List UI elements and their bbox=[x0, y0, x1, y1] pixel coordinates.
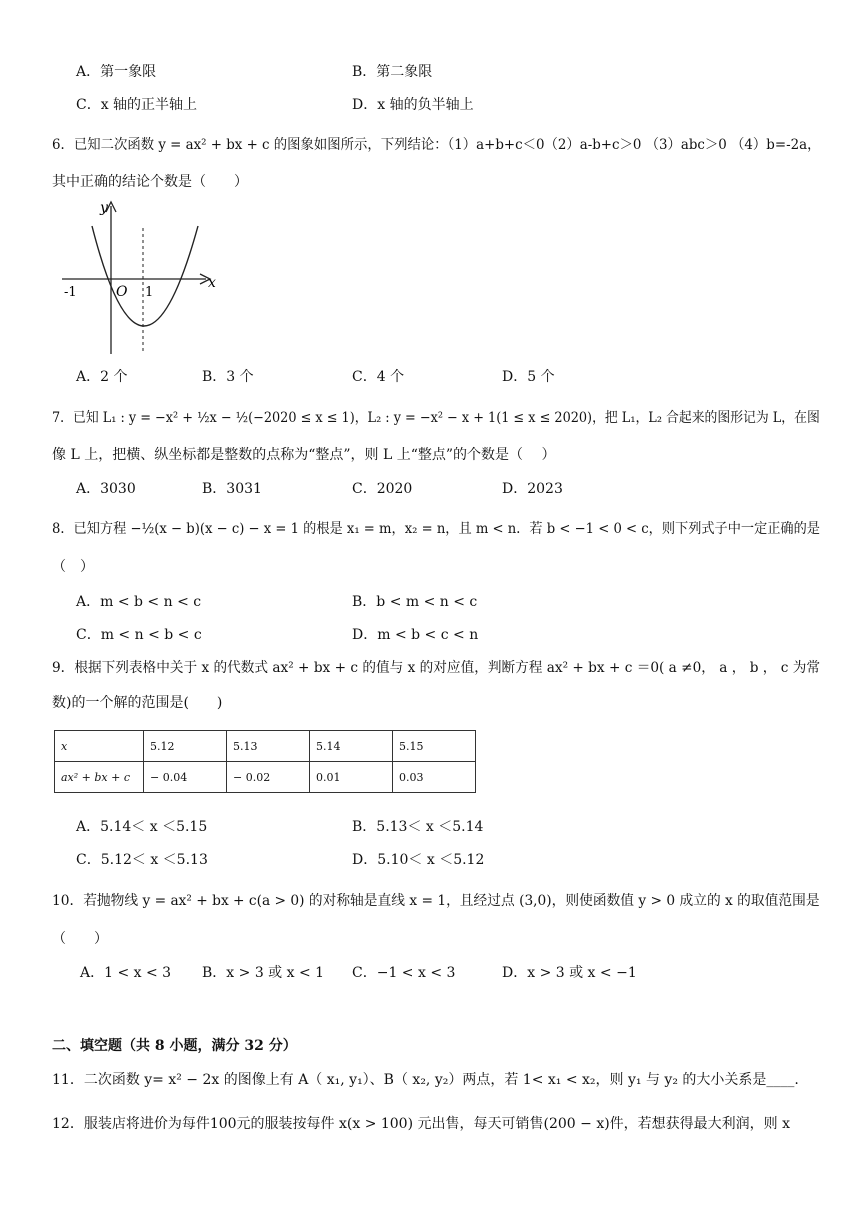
y-label: y bbox=[100, 200, 108, 216]
q7-option-c: C．2020 bbox=[352, 481, 413, 497]
table-cell: x bbox=[55, 731, 144, 762]
origin-label: O bbox=[116, 284, 128, 300]
q8-option-d: D．m < b < c < n bbox=[352, 627, 479, 643]
q5-option-d: D．x 轴的负半轴上 bbox=[352, 97, 474, 113]
q6-stem-line2: 其中正确的结论个数是（ ） bbox=[52, 174, 248, 190]
q6-stem-line1: 6．已知二次函数 y = ax² + bx + c 的图象如图所示，下列结论：（1）a+b+c＜0（2）a-b+c＞0 （3）abc＞0 （4）b=-2a， bbox=[52, 137, 821, 153]
table-cell: 0.03 bbox=[393, 762, 476, 793]
table-cell: 0.01 bbox=[310, 762, 393, 793]
q6-option-a: A．2 个 bbox=[76, 369, 128, 385]
q7-stem-line1: 7．已知 L₁ : y = −x² + ½x − ½(−2020 ≤ x ≤ 1)，L₂ : y = −x² − x + 1(1 ≤ x ≤ 2020)，把 L₁，L₂ 合起来的图形记为 L，在图 bbox=[52, 410, 820, 426]
parabola-curve bbox=[92, 226, 198, 326]
q10-option-b: B．x > 3 或 x < 1 bbox=[202, 965, 325, 981]
q5-option-a: A．第一象限 bbox=[76, 64, 157, 80]
table-cell: 5.12 bbox=[144, 731, 227, 762]
q6-option-d: D．5 个 bbox=[502, 369, 555, 385]
q6-option-b: B．3 个 bbox=[202, 369, 254, 385]
q7-option-d: D．2023 bbox=[502, 481, 563, 497]
q8-stem-line1: 8．已知方程 −½(x − b)(x − c) − x = 1 的根是 x₁ = m，x₂ = n，且 m < n．若 b < −1 < 0 < c，则下列式子中一定正确的是 bbox=[52, 521, 820, 537]
q9-option-b: B．5.13＜ x ＜5.14 bbox=[352, 819, 484, 835]
section-heading: 二、填空题（共 8 小题，满分 32 分） bbox=[52, 1038, 297, 1054]
table-cell: ax² + bx + c bbox=[55, 762, 144, 793]
q9-option-a: A．5.14＜ x ＜5.15 bbox=[76, 819, 208, 835]
q8-stem-line2: （ ） bbox=[52, 559, 94, 575]
q9-stem-line2: 数)的一个解的范围是( ) bbox=[52, 695, 223, 711]
q12-stem-line1: 12．服装店将进价为每件100元的服装按每件 x(x > 100) 元出售，每天可销售(200 − x)件，若想获得最大利润，则 x bbox=[52, 1116, 791, 1132]
table-cell: 5.13 bbox=[227, 731, 310, 762]
q8-option-c: C．m < n < b < c bbox=[76, 627, 202, 643]
q10-option-a: A．1 < x < 3 bbox=[80, 965, 172, 981]
table-row bbox=[55, 731, 476, 762]
q10-stem-line1: 10．若抛物线 y = ax² + bx + c(a > 0) 的对称轴是直线 x = 1，且经过点 (3,0)，则使函数值 y > 0 成立的 x 的取值范围是 bbox=[52, 893, 820, 909]
q10-option-c: C．−1 < x < 3 bbox=[352, 965, 456, 981]
q8-option-b: B．b < m < n < c bbox=[352, 594, 478, 610]
q10-stem-line2: （ ） bbox=[52, 931, 108, 947]
q7-option-b: B．3031 bbox=[202, 481, 262, 497]
q8-option-a: A．m < b < n < c bbox=[76, 594, 202, 610]
x-label: x bbox=[208, 275, 216, 291]
q9-option-d: D．5.10＜ x ＜5.12 bbox=[352, 852, 485, 868]
q7-stem-line2: 像 L 上，把横、纵坐标都是整数的点称为“整点”，则 L 上“整点”的个数是（ ） bbox=[52, 447, 556, 463]
tick-neg-one: -1 bbox=[64, 285, 77, 300]
table-cell: − 0.02 bbox=[227, 762, 310, 793]
q9-value-table bbox=[54, 730, 476, 793]
table-cell: − 0.04 bbox=[144, 762, 227, 793]
q9-option-c: C．5.12＜ x ＜5.13 bbox=[76, 852, 208, 868]
q5-option-c: C．x 轴的正半轴上 bbox=[76, 97, 198, 113]
table-cell: 5.15 bbox=[393, 731, 476, 762]
q7-option-a: A．3030 bbox=[76, 481, 136, 497]
q5-option-b: B．第二象限 bbox=[352, 64, 433, 80]
tick-pos-one: 1 bbox=[145, 285, 154, 300]
q9-stem-line1: 9．根据下列表格中关于 x 的代数式 ax² + bx + c 的值与 x 的对应值，判断方程 ax² + bx + c ＝0( a ≠0， a ， b ， c 为常 bbox=[52, 660, 821, 676]
q6-parabola-graph bbox=[56, 196, 226, 356]
q10-option-d: D．x > 3 或 x < −1 bbox=[502, 965, 637, 981]
q6-option-c: C．4 个 bbox=[352, 369, 405, 385]
table-cell: 5.14 bbox=[310, 731, 393, 762]
q11-stem-line1: 11．二次函数 y= x² − 2x 的图像上有 A（ x₁, y₁）、B（ x₂, y₂）两点，若 1< x₁ < x₂，则 y₁ 与 y₂ 的大小关系是____. bbox=[52, 1072, 799, 1088]
table-row bbox=[55, 762, 476, 793]
